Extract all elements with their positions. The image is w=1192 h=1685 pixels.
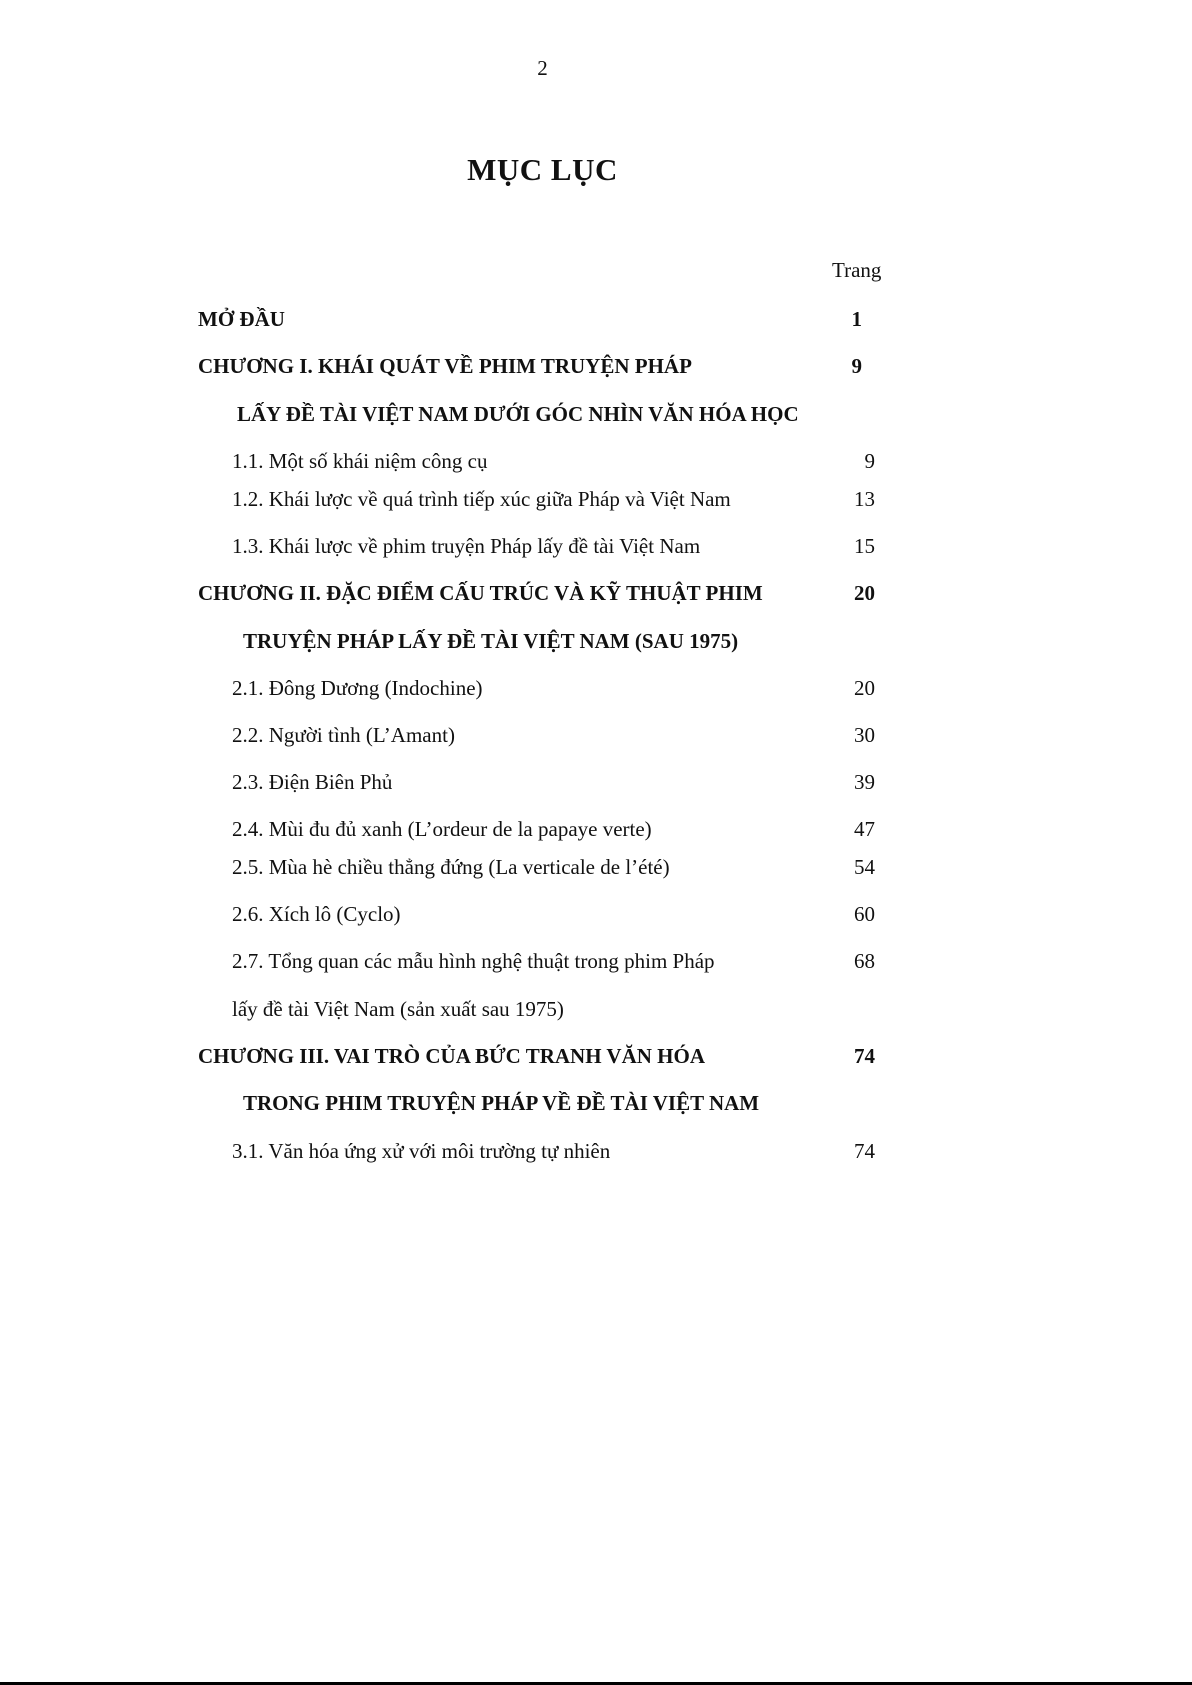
toc-entry-intro [0, 304, 1192, 334]
toc-entry-section-2-7 [0, 946, 1192, 976]
toc-entry-chapter-1 [0, 351, 1192, 381]
toc-entry-section-1-2 [0, 484, 1192, 514]
toc-entry-text: TRUYỆN PHÁP LẤY ĐỀ TÀI VIỆT NAM (SAU 1975) [243, 629, 739, 653]
toc-entry-page: 9 [851, 354, 862, 378]
toc-entry-section-2-5 [0, 852, 1192, 882]
toc-entry-page: 60 [854, 902, 875, 926]
toc-entry-text: 2.4. Mùi đu đủ xanh (L’ordeur de la papaye verte) [232, 817, 652, 841]
toc-entry-text: 2.2. Người tình (L’Amant) [232, 723, 455, 747]
toc-entry-page: 1 [851, 307, 862, 331]
toc-entry-chapter-2 [0, 578, 1192, 608]
toc-entry-page: 54 [854, 855, 875, 879]
toc-entry-section-2-2 [0, 720, 1192, 750]
toc-entry-page: 74 [854, 1044, 875, 1068]
toc-entry-chapter-1-cont [0, 399, 1192, 429]
toc-entry-text: 1.2. Khái lược về quá trình tiếp xúc giữa Pháp và Việt Nam [232, 487, 731, 511]
page-column-header: Trang [832, 258, 882, 282]
toc-entry-text: 2.7. Tổng quan các mẫu hình nghệ thuật trong phim Pháp [232, 949, 715, 973]
toc-entry-page: 39 [854, 770, 875, 794]
toc-entry-page: 74 [854, 1139, 875, 1163]
toc-entry-text: TRONG PHIM TRUYỆN PHÁP VỀ ĐỀ TÀI VIỆT NAM [243, 1091, 760, 1115]
toc-entry-text: 2.6. Xích lô (Cyclo) [232, 902, 401, 926]
page-number: 2 [537, 56, 548, 80]
toc-entry-section-1-1 [0, 446, 1192, 476]
toc-entry-page: 20 [854, 581, 875, 605]
toc-entry-text: 2.5. Mùa hè chiều thẳng đứng (La verticale de l’été) [232, 855, 670, 879]
toc-entry-page: 13 [854, 487, 875, 511]
toc-entry-page: 68 [854, 949, 875, 973]
toc-entry-text: 3.1. Văn hóa ứng xử với môi trường tự nhiên [232, 1139, 611, 1163]
toc-entry-text: CHƯƠNG II. ĐẶC ĐIỂM CẤU TRÚC VÀ KỸ THUẬT PHIM [198, 581, 763, 605]
toc-entry-chapter-2-cont [0, 626, 1192, 656]
toc-entry-page: 47 [854, 817, 875, 841]
toc-entry-text: CHƯƠNG III. VAI TRÒ CỦA BỨC TRANH VĂN HÓA [198, 1044, 705, 1068]
toc-entry-section-2-7-cont [0, 994, 1192, 1024]
toc-entry-page: 30 [854, 723, 875, 747]
toc-entry-section-2-6 [0, 899, 1192, 929]
toc-entry-page: 15 [854, 534, 875, 558]
toc-entry-section-2-1 [0, 673, 1192, 703]
toc-entry-text: LẤY ĐỀ TÀI VIỆT NAM DƯỚI GÓC NHÌN VĂN HÓA HỌC [237, 402, 799, 426]
toc-entry-text: CHƯƠNG I. KHÁI QUÁT VỀ PHIM TRUYỆN PHÁP [198, 354, 692, 378]
toc-entry-page: 20 [854, 676, 875, 700]
toc-entry-page: 9 [864, 449, 875, 473]
toc-entry-section-2-4 [0, 814, 1192, 844]
toc-title: MỤC LỤC [467, 152, 618, 187]
toc-entry-section-1-3 [0, 531, 1192, 561]
toc-entry-chapter-3-cont [0, 1088, 1192, 1118]
toc-entry-text: MỞ ĐẦU [198, 307, 285, 331]
toc-entry-text: 2.3. Điện Biên Phủ [232, 770, 393, 794]
toc-entry-section-2-3 [0, 767, 1192, 797]
toc-entry-text: lấy đề tài Việt Nam (sản xuất sau 1975) [232, 997, 564, 1021]
toc-entry-text: 1.3. Khái lược về phim truyện Pháp lấy đề tài Việt Nam [232, 534, 701, 558]
toc-entry-text: 2.1. Đông Dương (Indochine) [232, 676, 483, 700]
toc-entry-section-3-1 [0, 1136, 1192, 1166]
toc-entry-chapter-3 [0, 1041, 1192, 1071]
toc-entry-text: 1.1. Một số khái niệm công cụ [232, 449, 488, 473]
